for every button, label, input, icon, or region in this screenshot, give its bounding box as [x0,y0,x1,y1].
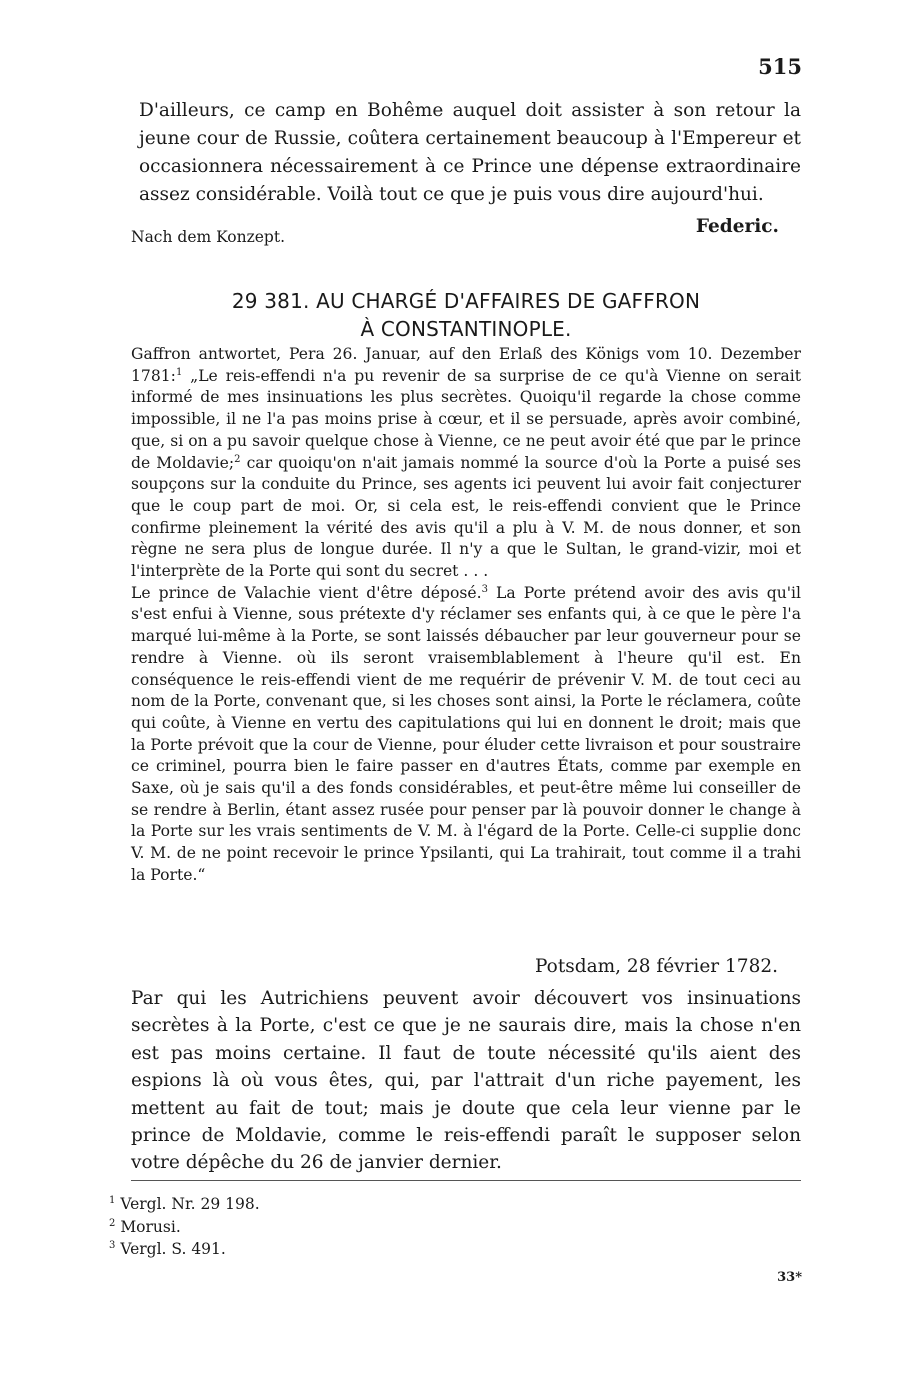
summary-paragraph-2 [131,583,801,887]
footnotes [109,1193,260,1261]
footnote-ref: 1 [175,366,183,378]
summary-text: car quoiqu'on n'ait jamais nommé la source d'où la Porte a puisé ses soupçons sur la conduite du Prince, ses agents ici peuvent lui avoir fait conjecturer que le coup part de moi. Or, si cela est, le reis-effendi convient que le Prince confirme pleinement la vérité des avis qu'il a plu à V. M. de nous donner, et son règne ne sera plus de longue durée. Il n'y a que le Sultan, le grand-vizir, moi et l'interprète de la Porte qui sont du secret . . . [131,453,801,581]
footnote-text: Vergl. Nr. 29 198. [120,1195,260,1213]
footnote-text: Morusi. [120,1217,181,1236]
footnote-mark: 2 [109,1217,116,1229]
footnote-mark: 1 [109,1194,116,1206]
summary-text: La Porte prétend avoir des avis qu'il s'est enfui à Vienne, sous prétexte d'y réclamer ses enfants qui, à ce que le père l'a marqué lui-même à la Porte, se sont laissés débaucher par leur gouverneur pour se rendre à Vienne. où ils seront vraisemblablement à l'heure qu'il est. En conséquence le reis-effendi vient de me requérir de prévenir V. M. de tout ceci au nom de la Porte, convenant que, si les choses sont ainsi, la Porte le réclamera, coûte qui coûte, à Vienne en vertu des capitulations qui lui en donnent le droit; mais que la Porte prévoit que la cour de Vienne, pour éluder cette livraison et pour soustraire ce criminel, pourra bien le faire passer en d'autres États, comme par exemple en Saxe, où je sais qu'il a des fonds considérables, et peut-être même lui conseiller de se rendre à Berlin, étant assez rusée pour penser par là pouvoir donner le change à la Porte sur les vrais sentiments de V. M. à l'égard de la Porte. Celle-ci supplie donc V. M. de ne point recevoir le prince Ypsilanti, qui La trahirait, tout comme il a trahi la Porte.“ [131,583,802,884]
signature: Federic. [695,216,779,237]
letter-heading [130,287,802,343]
summary-paragraph-1 [131,344,801,583]
footnote-2 [109,1216,260,1239]
letter-heading-line-1: 29 381. AU CHARGÉ D'AFFAIRES DE GAFFRON [231,289,701,313]
footnote-ref: 3 [481,583,488,595]
signature-mark: 33* [777,1270,802,1285]
page-number: 515 [758,54,802,79]
summary-text: Gaffron antwortet, Pera 26. Januar, auf den Erlaß des Königs vom 10. Dezember 1781: [131,345,801,385]
source-note: Nach dem Konzept. [131,228,286,246]
summary-text: „Le reis-effendi n'a pu revenir de sa surprise de ce qu'à Vienne on serait informé de mes insinuations les plus secrètes. Quoiqu'il regarde la chose comme impossible, il ne l'a pas moins prise à cœur, et il se persuade, après avoir combiné, que, si on a pu savoir quelque chose à Vienne, ce ne peut avoir été que par le prince de Moldavie; [131,366,801,472]
letter-body: Par qui les Autrichiens peuvent avoir découvert vos insinuations secrètes à la Porte, c'est ce que je ne saurais dire, mais la chose n'en est pas moins certaine. Il faut de toute nécessité qu'ils aient des espions là où vous êtes, qui, par l'attrait d'un riche payement, les mettent au fait de tout; mais je doute que cela leur vienne par le prince de Moldavie, comme le reis-effendi paraît le supposer selon votre dépêche du 26 de janvier dernier. [131,988,801,1174]
letter-heading-line-2: À CONSTANTINOPLE. [360,317,572,341]
footnote-text: Vergl. S. 491. [120,1240,226,1258]
footnote-3 [109,1238,260,1261]
footnote-ref: 2 [234,453,241,465]
letter-summary [131,344,801,887]
footnote-rule [131,1180,801,1181]
lead-paragraph: D'ailleurs, ce camp en Bohême auquel doit assister à son retour la jeune cour de Russie, coûtera certainement beaucoup à l'Empereur et occasionnera nécessairement à ce Prince une dépense extraordinaire assez considérable. Voilà tout ce que je puis vous dire aujourd'hui. [139,100,801,205]
footnote-1 [109,1193,260,1216]
footnote-mark: 3 [109,1239,116,1251]
summary-text: Le prince de Valachie vient d'être déposé. [131,583,482,602]
dateline: Potsdam, 28 février 1782. [534,956,778,977]
